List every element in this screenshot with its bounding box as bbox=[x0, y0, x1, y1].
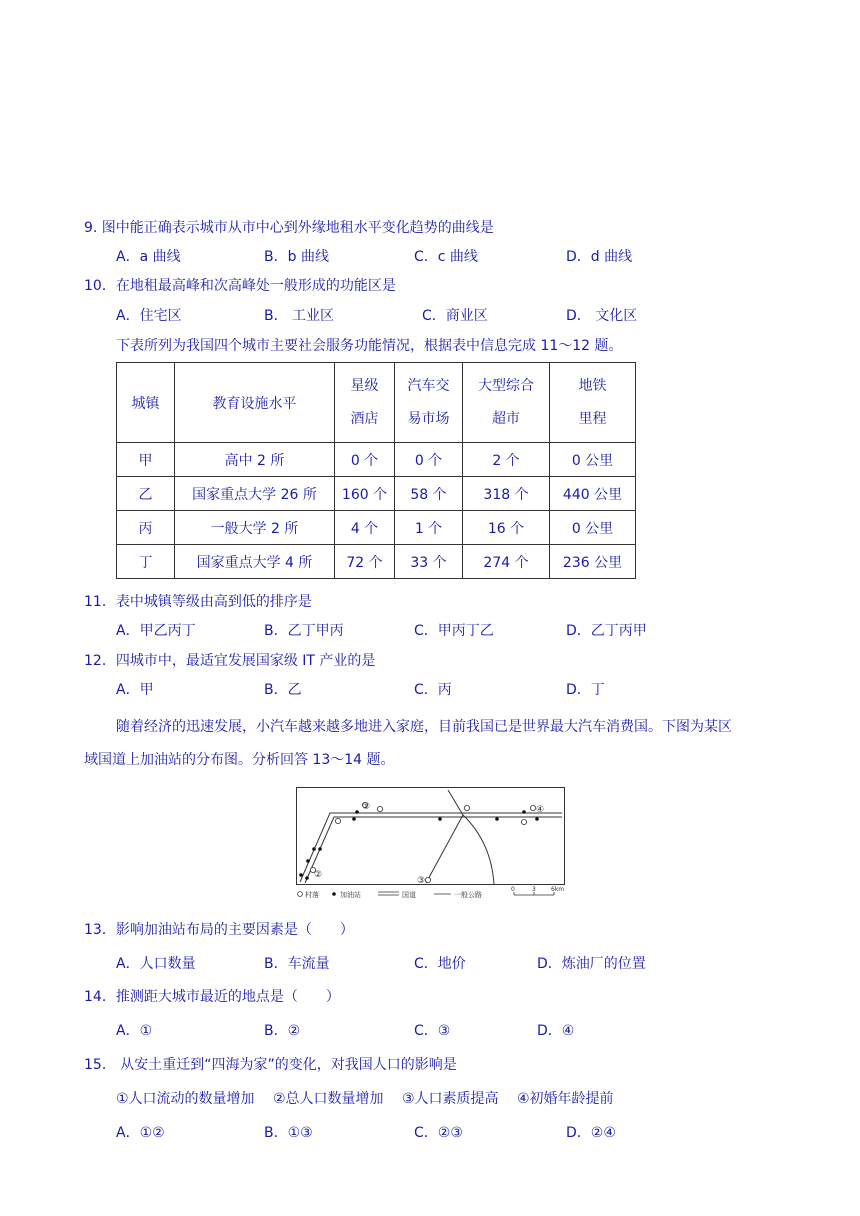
q9-option-d: D．d 曲线 bbox=[566, 249, 633, 265]
q15-statements: ①人口流动的数量增加 ②总人口数量增加 ③人口素质提高 ④初婚年龄提前 bbox=[116, 1091, 614, 1107]
q11-stem: 11．表中城镇等级由高到低的排序是 bbox=[84, 594, 312, 610]
marker-4: ④ bbox=[536, 805, 545, 815]
q9-option-c: C．c 曲线 bbox=[414, 249, 478, 265]
header-city: 城镇 bbox=[117, 363, 175, 443]
map-intro-line1: 随着经济的迅速发展，小汽车越来越多地进入家庭，目前我国已是世界最大汽车消费国。下图为某区 bbox=[116, 719, 732, 735]
table-row: 丁 国家重点大学 4 所 72 个 33 个 274 个 236 公里 bbox=[117, 545, 636, 579]
q12-option-d: D．丁 bbox=[566, 682, 605, 698]
village-legend-icon bbox=[298, 892, 303, 897]
table-header-row bbox=[117, 363, 636, 443]
q14-option-d: D．④ bbox=[537, 1023, 575, 1039]
svg-text:3: 3 bbox=[532, 886, 536, 893]
svg-text:0: 0 bbox=[511, 886, 515, 893]
q10-option-d: D． 文化区 bbox=[566, 308, 638, 324]
q12-stem: 12．四城市中，最适宜发展国家级 IT 产业的是 bbox=[84, 653, 376, 669]
header-supermarket: 大型综合 超市 bbox=[463, 363, 550, 443]
gas-station-map bbox=[296, 787, 568, 901]
q14-option-a: A．① bbox=[116, 1023, 153, 1039]
marker-2: ② bbox=[314, 870, 323, 880]
q11-option-c: C．甲丙丁乙 bbox=[414, 623, 494, 639]
table-row: 乙 国家重点大学 26 所 160 个 58 个 318 个 440 公里 bbox=[117, 477, 636, 511]
q11-option-b: B．乙丁甲丙 bbox=[264, 623, 344, 639]
q12-option-a: A．甲 bbox=[116, 682, 154, 698]
q13-option-a: A．人口数量 bbox=[116, 956, 196, 972]
q11-option-a: A．甲乙丙丁 bbox=[116, 623, 196, 639]
q15-option-c: C．②③ bbox=[414, 1125, 463, 1141]
q9-stem: 9. 图中能正确表示城市从市中心到外缘地租水平变化趋势的曲线是 bbox=[84, 220, 494, 236]
q14-option-b: B．② bbox=[264, 1023, 301, 1039]
q13-option-b: B．车流量 bbox=[264, 956, 330, 972]
q15-option-d: D．②④ bbox=[566, 1125, 616, 1141]
svg-text:6km: 6km bbox=[551, 886, 565, 893]
table-row: 甲 高中 2 所 0 个 0 个 2 个 0 公里 bbox=[117, 443, 636, 477]
q9-option-a: A．a 曲线 bbox=[116, 249, 181, 265]
station-legend-icon bbox=[332, 892, 336, 896]
marker-3: ③ bbox=[417, 876, 426, 886]
table-intro: 下表所列为我国四个城市主要社会服务功能情况，根据表中信息完成 11～12 题。 bbox=[116, 338, 623, 354]
marker-1: ① bbox=[362, 802, 371, 812]
q15-option-a: A．①② bbox=[116, 1125, 165, 1141]
table-row: 丙 一般大学 2 所 4 个 1 个 16 个 0 公里 bbox=[117, 511, 636, 545]
q13-option-c: C．地价 bbox=[414, 956, 466, 972]
q14-option-c: C．③ bbox=[414, 1023, 451, 1039]
q10-option-a: A．住宅区 bbox=[116, 308, 182, 324]
q15-option-b: B．①③ bbox=[264, 1125, 313, 1141]
q9-option-b: B．b 曲线 bbox=[264, 249, 329, 265]
header-education: 教育设施水平 bbox=[175, 363, 335, 443]
q10-option-b: B． 工业区 bbox=[264, 308, 335, 324]
map-intro-line2: 域国道上加油站的分布图。分析回答 13～14 题。 bbox=[84, 752, 395, 768]
q11-option-d: D．乙丁丙甲 bbox=[566, 623, 647, 639]
header-car-market: 汽车交 易市场 bbox=[395, 363, 463, 443]
q12-option-c: C．丙 bbox=[414, 682, 452, 698]
header-hotels: 星级 酒店 bbox=[335, 363, 395, 443]
header-subway: 地铁 里程 bbox=[550, 363, 636, 443]
q14-stem: 14．推测距大城市最近的地点是（ ） bbox=[84, 989, 340, 1005]
city-services-table bbox=[116, 362, 636, 579]
legend-station: 加油站 bbox=[340, 891, 361, 899]
legend-road: 一般公路 bbox=[454, 891, 482, 899]
q12-option-b: B．乙 bbox=[264, 682, 302, 698]
q10-stem: 10．在地租最高峰和次高峰处一般形成的功能区是 bbox=[84, 278, 396, 294]
q13-stem: 13．影响加油站布局的主要因素是（ ） bbox=[84, 922, 354, 938]
q10-option-c: C．商业区 bbox=[422, 308, 488, 324]
q13-option-d: D．炼油厂的位置 bbox=[537, 956, 646, 972]
legend-national-road: 国道 bbox=[402, 891, 416, 899]
q15-stem: 15． 从安土重迁到“四海为家”的变化，对我国人口的影响是 bbox=[84, 1057, 457, 1073]
legend-village: 村落 bbox=[305, 891, 319, 899]
